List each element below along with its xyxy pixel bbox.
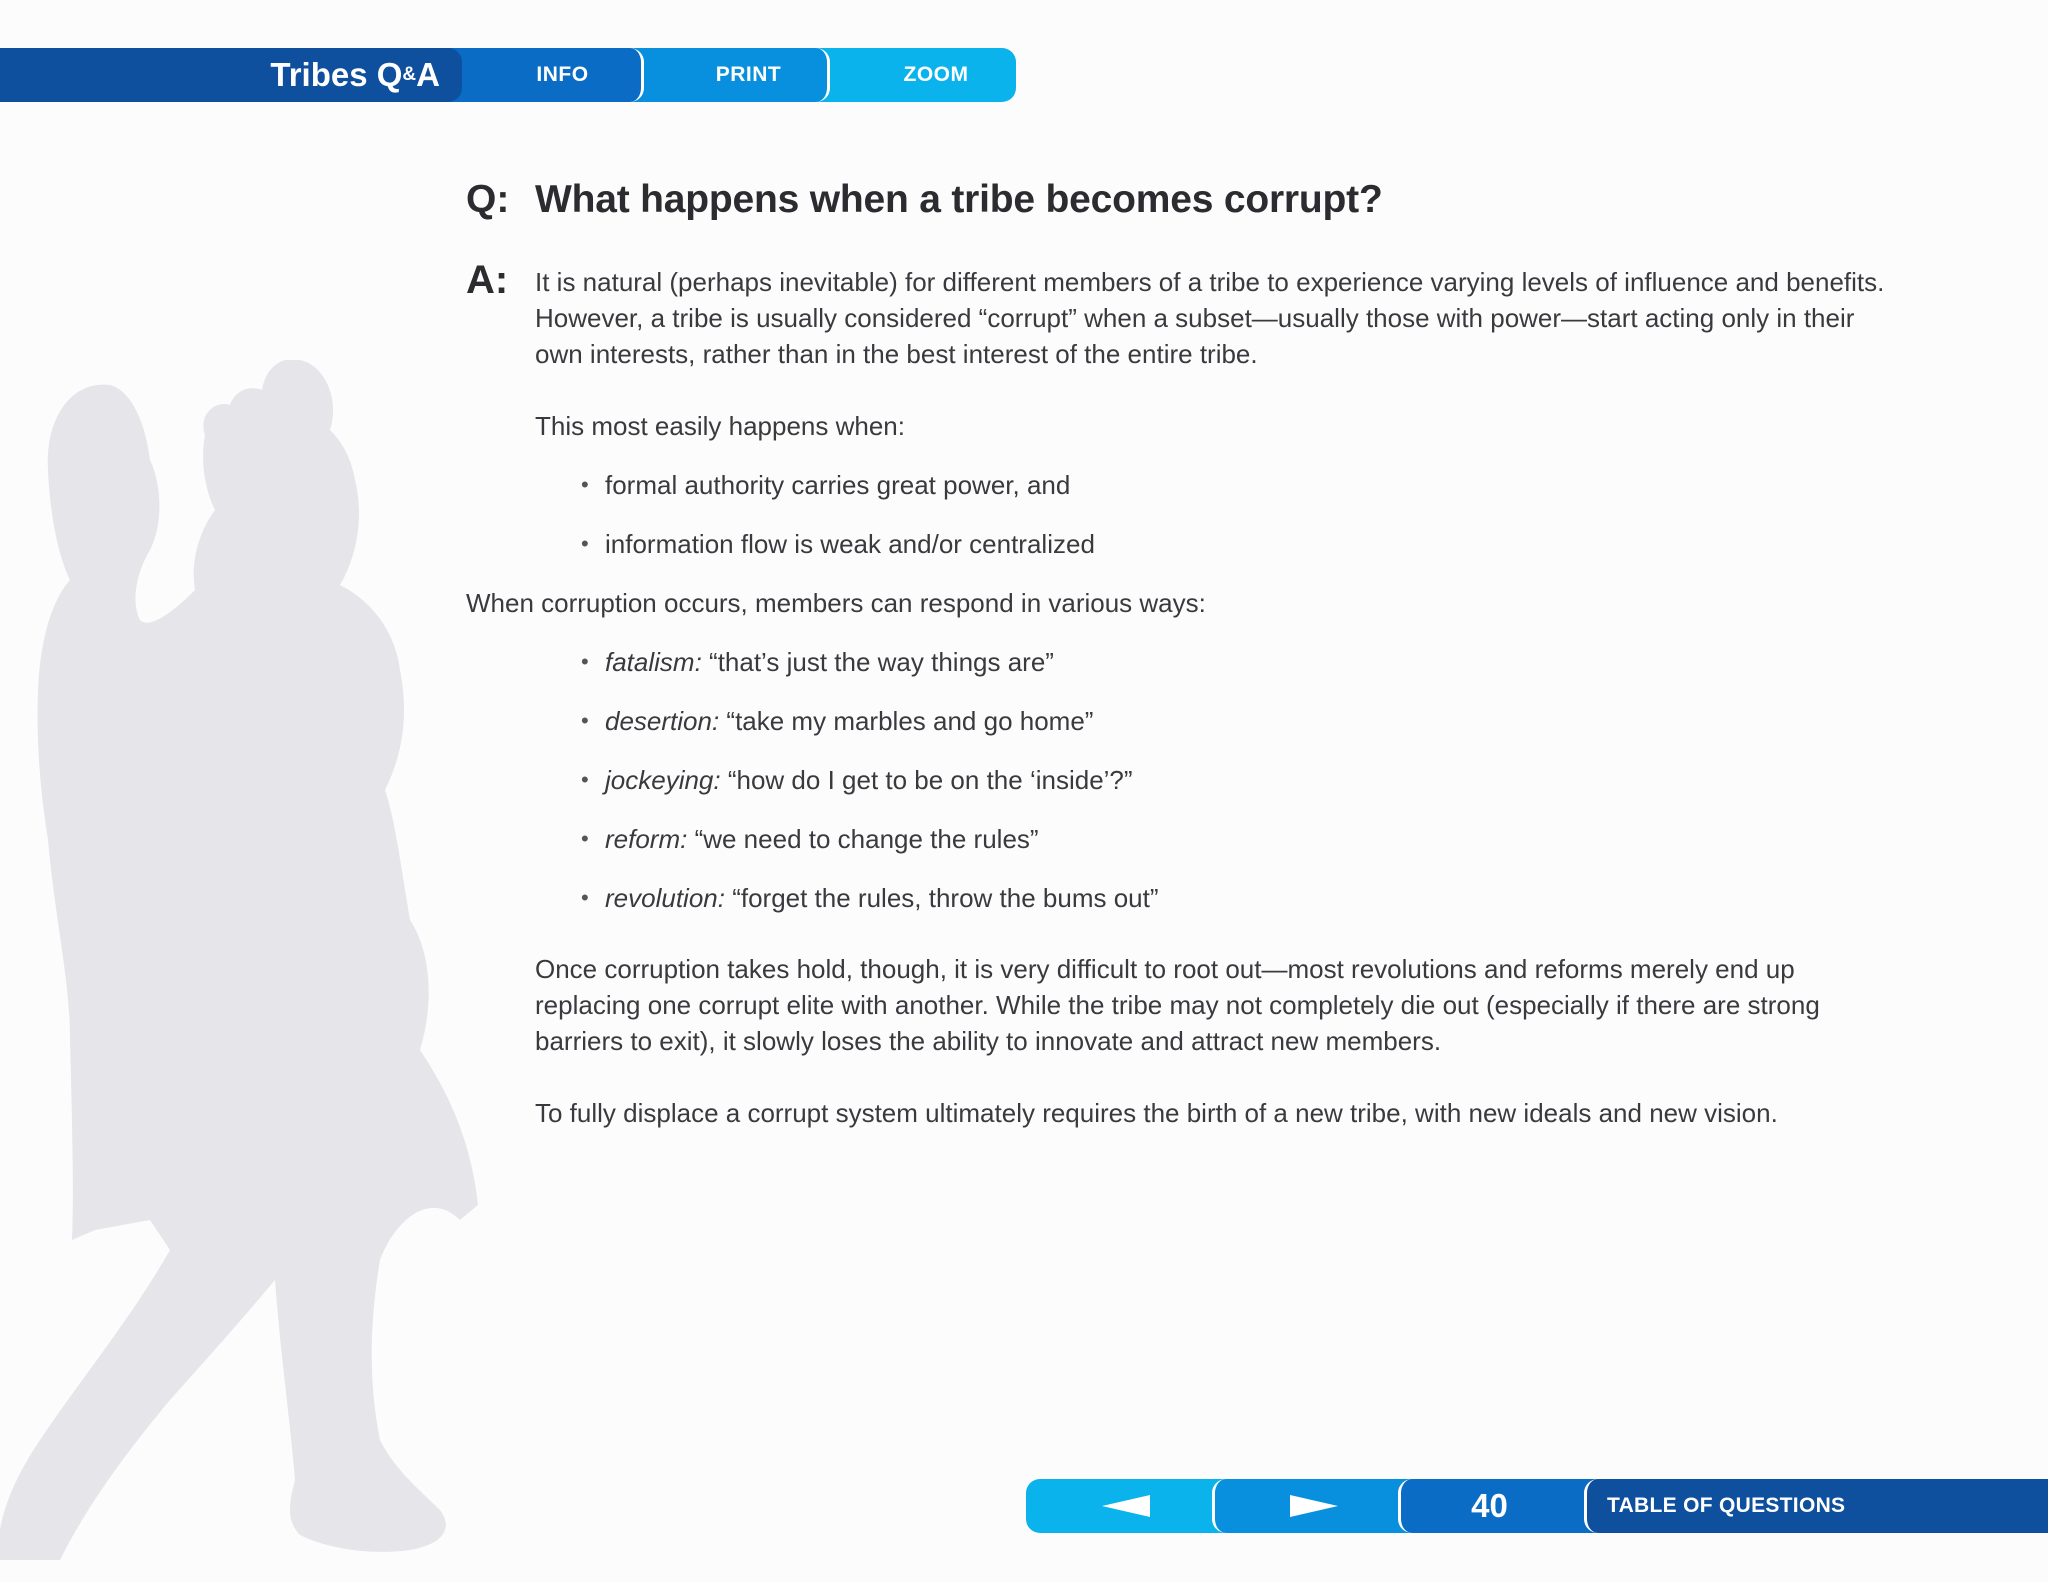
left-arrow-icon — [1102, 1495, 1150, 1517]
page-number: 40 — [1398, 1479, 1598, 1533]
conditions-list — [535, 467, 1885, 585]
response-term: reform: — [605, 824, 688, 854]
person-silhouette-illustration — [0, 360, 490, 1560]
question — [466, 178, 1886, 222]
previous-page-button[interactable] — [1026, 1479, 1226, 1533]
answer-intro-paragraph: It is natural (perhaps inevitable) for different members of a tribe to experience varying levels of influence and benefits. However, a tribe is usually considered “corrupt” when a subset—usually those with power—start acting only in their own interests, rather than in the best interest of the entire tribe. — [535, 267, 1885, 369]
bottom-nav — [1026, 1479, 2048, 1533]
answer — [466, 258, 1886, 1131]
answer-body — [466, 264, 1885, 1131]
qa-content — [466, 178, 1886, 1131]
top-nav — [0, 48, 1022, 102]
list-item — [605, 762, 1885, 821]
list-item — [605, 644, 1885, 703]
response-term: jockeying: — [605, 765, 721, 795]
response-term: desertion: — [605, 706, 720, 736]
closing-paragraph: Once corruption takes hold, though, it is very difficult to root out—most revolutions and reforms merely end up replacing one corrupt elite with another. While the tribe may not completely die out (especially if there are strong barriers to exit), it slowly loses the ability to innovate and attract new members. — [535, 954, 1820, 1056]
conditions-intro: This most easily happens when: — [535, 411, 905, 441]
list-item — [605, 703, 1885, 762]
tab-print[interactable]: PRINT — [630, 48, 830, 102]
responses-intro: When corruption occurs, members can respond in various ways: — [466, 588, 1206, 618]
tab-zoom[interactable]: ZOOM — [816, 48, 1016, 102]
response-quote: “we need to change the rules” — [687, 824, 1039, 854]
next-page-button[interactable] — [1212, 1479, 1412, 1533]
brand-ampersand: & — [402, 64, 417, 85]
list-item: • information flow is weak and/or centralized — [605, 526, 1885, 585]
response-quote: “forget the rules, throw the bums out” — [724, 883, 1159, 913]
question-text: What happens when a tribe becomes corrupt? — [535, 178, 1383, 221]
response-term: fatalism: — [605, 647, 702, 677]
response-term: revolution: — [605, 883, 725, 913]
tab-info[interactable]: INFO — [444, 48, 644, 102]
list-item — [605, 821, 1885, 880]
response-quote: “how do I get to be on the ‘inside’?” — [720, 765, 1133, 795]
final-paragraph: To fully displace a corrupt system ultimately requires the birth of a new tribe, with new ideals and new vision. — [535, 1098, 1778, 1128]
response-quote: “take my marbles and go home” — [719, 706, 1094, 736]
answer-label: A: — [466, 258, 509, 302]
right-arrow-icon — [1290, 1495, 1338, 1517]
table-of-questions-button[interactable]: TABLE OF QUESTIONS — [1584, 1479, 2048, 1533]
list-item: • formal authority carries great power, and — [605, 467, 1885, 526]
responses-list — [535, 644, 1885, 939]
question-label: Q: — [466, 178, 510, 221]
response-quote: “that’s just the way things are” — [701, 647, 1054, 677]
list-item — [605, 880, 1885, 939]
brand-title[interactable]: Tribes Q & A — [0, 48, 462, 102]
